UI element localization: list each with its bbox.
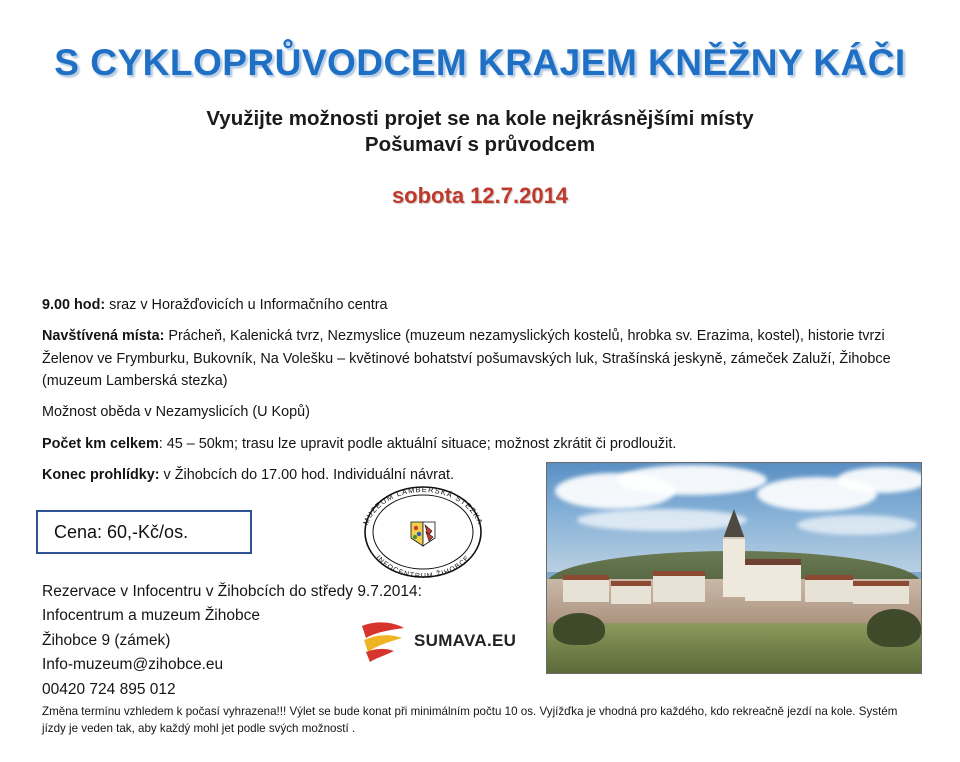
photo-house <box>653 571 705 602</box>
contact-line: Žihobce 9 (zámek) <box>42 631 171 649</box>
photo-cloud <box>797 515 917 535</box>
program-item-label: Konec prohlídky: <box>42 466 160 483</box>
price-text: Cena: 60,-Kč/os. <box>54 521 189 542</box>
footer-note: Změna termínu vzhledem k počasí vyhrazena!!! Výlet se bude konat při minimálním počtu 10 os. Vyjížďka je vhodná pro každého, kdo rekreačně jezdí na kole. Systém jízdy je veden tak, aby každý mohl jet podle svých možností . <box>42 705 898 735</box>
program-item-text: v Žihobcích do 17.00 hod. Individuální návrat. <box>159 466 454 483</box>
museum-stamp-logo <box>348 484 498 580</box>
photo-church-tower <box>723 537 745 597</box>
program-item-text: sraz v Horažďovicích u Informačního centra <box>105 297 388 313</box>
program-item-text: Prácheň, Kalenická tvrz, Nezmyslice (muzeum nezamyslických kostelů, hrobka sv. Erazima, kostel), historie tvrzi Želenov ve Frymburku, Bukovník, Na Volešku – květinové bohatství pošumavských luk, Strašínská jeskyně, zámeček Zaluží, Žihobce (muzeum Lamberská stezka) <box>42 328 891 389</box>
sumava-logo-text: SUMAVA.EU <box>414 631 517 650</box>
svg-text:INFOCENTRUM ŽIHOBCE: INFOCENTRUM ŽIHOBCE <box>374 554 472 580</box>
photo-church-body <box>745 559 801 601</box>
sumava-logo[interactable] <box>356 617 526 665</box>
subtitle-line-1: Využijte možnosti projet se na kole nejkrásnějšími místy <box>206 107 754 130</box>
program-item-text: : 45 – 50km; trasu lze upravit podle aktuální situace; možnost zkrátit či prodloužit. <box>158 435 677 452</box>
photo-house <box>563 575 609 602</box>
program-item <box>42 294 918 316</box>
page-title: S CYKLOPRŮVODCEM KRAJEM KNĚŽNY KÁČI <box>54 42 906 83</box>
photo-cloud <box>837 467 922 493</box>
photo-house <box>853 581 909 604</box>
program-item-text: Možnost oběda v Nezamyslicích (U Kopů) <box>42 404 310 421</box>
poster-subtitle <box>0 106 960 157</box>
event-date: sobota 12.7.2014 <box>391 183 569 209</box>
contact-email[interactable]: Info-muzeum@zihobce.eu <box>42 656 224 674</box>
photo-church-spire <box>723 509 745 539</box>
program-item <box>42 325 918 392</box>
program-item <box>42 433 918 455</box>
program-item-label: 9.00 hod: <box>42 297 106 313</box>
contact-line: Rezervace v Infocentru v Žihobcích do středy 9.7.2014: <box>42 583 422 600</box>
subtitle-line-2: Pošumaví s průvodcem <box>364 132 596 156</box>
price-box <box>36 510 252 554</box>
photo-bush <box>553 613 605 645</box>
photo-cloud <box>577 509 747 531</box>
program-item-label: Počet km celkem <box>42 435 159 452</box>
photo-house <box>611 581 651 604</box>
photo-bush <box>867 609 921 647</box>
stamp-icon <box>348 484 498 580</box>
contact-line: Infocentrum a muzeum Žihobce <box>42 607 260 625</box>
svg-text:MUZEUM LAMBERSKÁ STEZKA: MUZEUM LAMBERSKÁ STEZKA <box>361 484 485 527</box>
poster-page <box>0 42 960 762</box>
program-item-label: Navštívená místa: <box>42 328 165 345</box>
photo-house <box>805 575 853 602</box>
sumava-mark-icon <box>356 618 410 664</box>
village-photo <box>546 462 922 674</box>
contact-phone: 00420 724 895 012 <box>42 680 176 698</box>
photo-cloud <box>617 465 767 495</box>
program-item <box>42 401 918 423</box>
